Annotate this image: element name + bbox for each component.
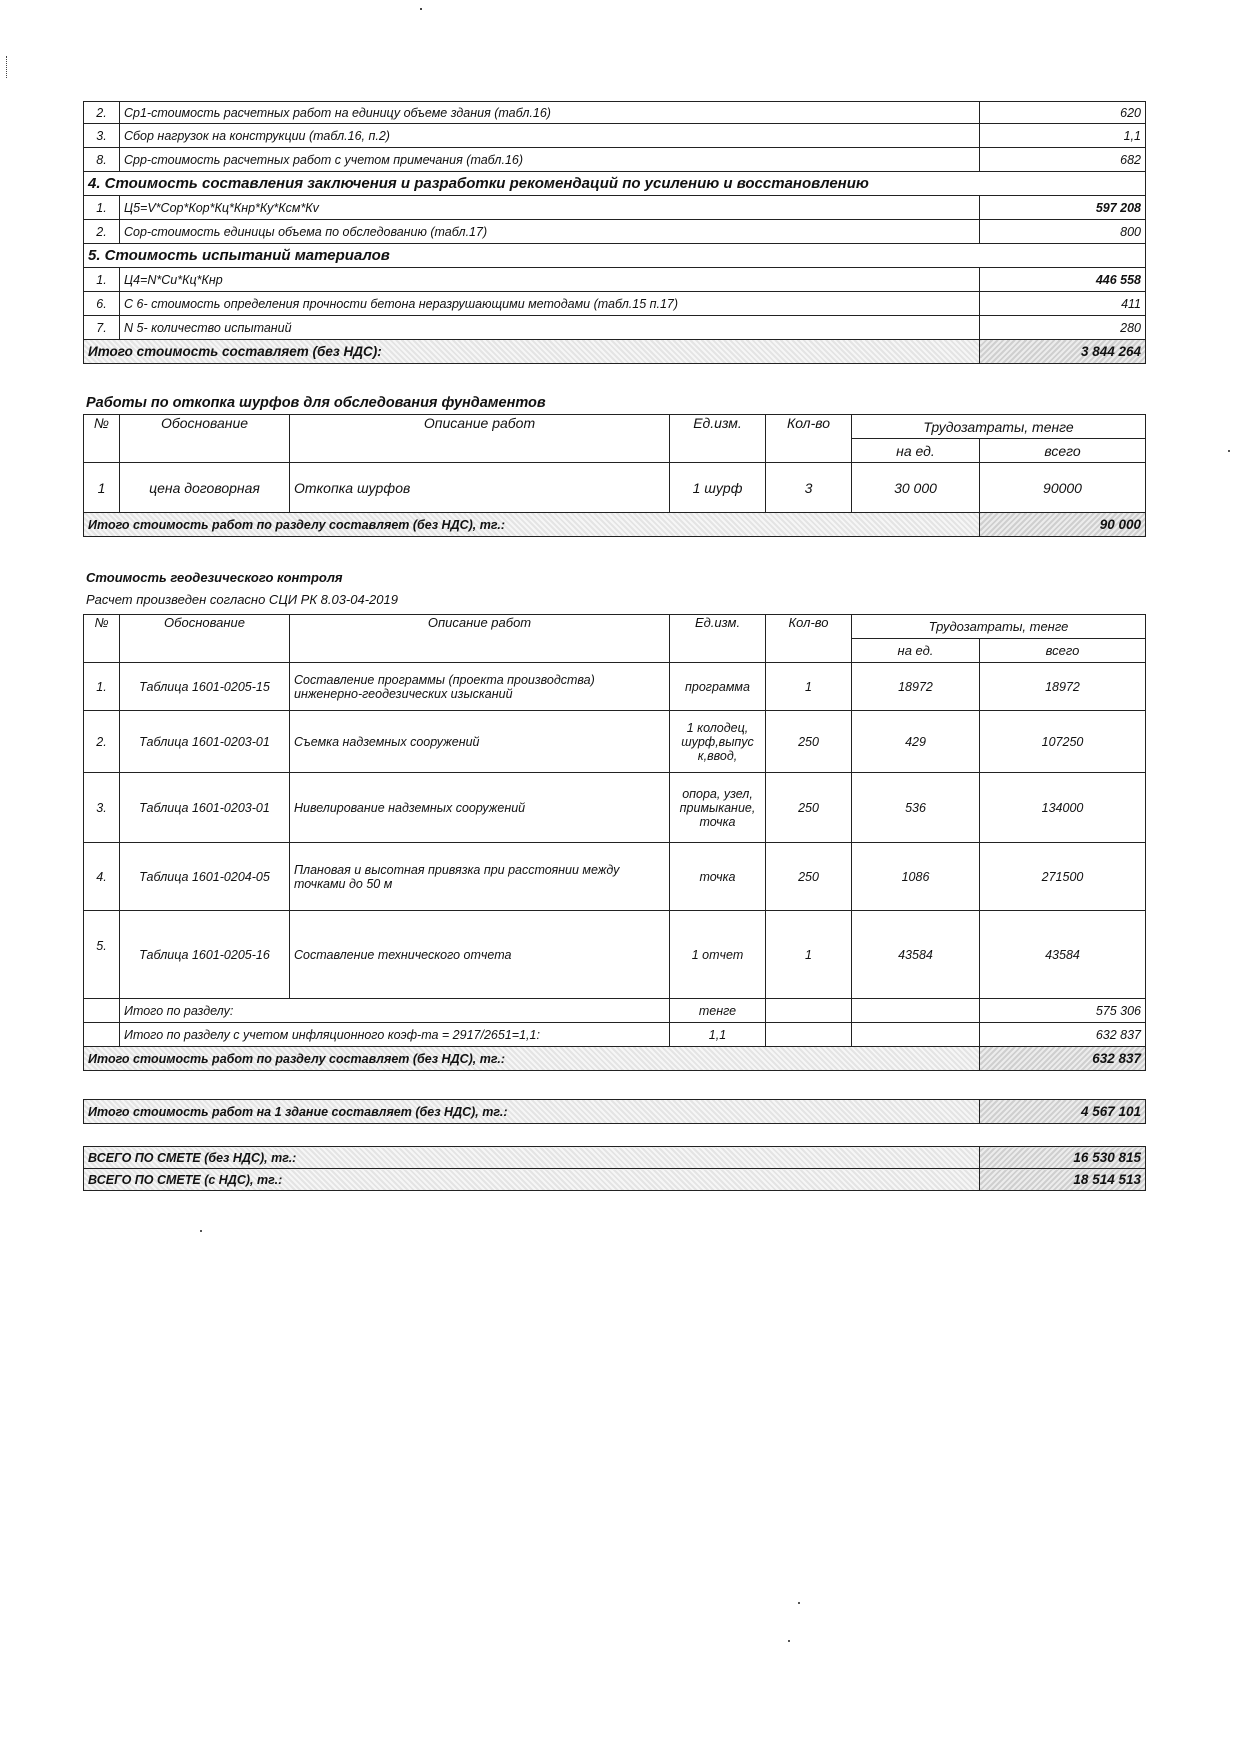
cell-quantity: 250: [766, 843, 852, 911]
col-header-no: №: [84, 615, 120, 663]
building-total-label: Итого стоимость работ на 1 здание составляет (без НДС), тг.:: [84, 1100, 980, 1124]
table-row: [84, 463, 1146, 513]
geo-table: [83, 614, 1146, 1071]
cell-unit: точка: [670, 843, 766, 911]
col-header-total: всего: [980, 439, 1146, 463]
row-description: Ц4=N*Си*Кц*Кнр: [120, 268, 980, 292]
total-row: [84, 513, 1146, 537]
cell-unit: 1 шурф: [670, 463, 766, 513]
row-number: 3.: [84, 124, 120, 148]
section-5-heading: 5. Стоимость испытаний материалов: [84, 244, 1146, 268]
subtotal-unit: тенге: [670, 999, 766, 1023]
cell-no: 2.: [84, 711, 120, 773]
scan-speck: [788, 1640, 790, 1642]
total-label: Итого стоимость составляет (без НДС):: [84, 340, 980, 364]
row-number: 8.: [84, 148, 120, 172]
col-header-unit: Ед.изм.: [670, 415, 766, 463]
table-row: [84, 196, 1146, 220]
col-header-basis: Обоснование: [120, 615, 290, 663]
cell-basis: Таблица 1601-0204-05: [120, 843, 290, 911]
cell-total: 134000: [980, 773, 1146, 843]
cell-per-unit: 18972: [852, 663, 980, 711]
cell-quantity: 1: [766, 911, 852, 999]
col-header-per-unit: на ед.: [852, 639, 980, 663]
table-row: [84, 268, 1146, 292]
total-label: Итого стоимость работ по разделу составляет (без НДС), тг.:: [84, 1047, 980, 1071]
cell-description: Съемка надземных сооружений: [290, 711, 670, 773]
scan-speck: [420, 8, 422, 10]
cell-per-unit: 43584: [852, 911, 980, 999]
cell-no: 4.: [84, 843, 120, 911]
table-row: [84, 220, 1146, 244]
total-label: Итого стоимость работ по разделу составляет (без НДС), тг.:: [84, 513, 980, 537]
cell-description: Составление программы (проекта производства) инженерно-геодезических изысканий: [290, 663, 670, 711]
col-header-description: Описание работ: [290, 615, 670, 663]
row-number: 1.: [84, 196, 120, 220]
row-value: 800: [980, 220, 1146, 244]
cell-unit: опора, узел, примыкание, точка: [670, 773, 766, 843]
cell-per-unit: 30 000: [852, 463, 980, 513]
total-value: 90 000: [980, 513, 1146, 537]
scan-speck: [200, 1230, 202, 1232]
cell-basis: цена договорная: [120, 463, 290, 513]
calculation-table: [83, 101, 1146, 364]
grand-total-vat-label: ВСЕГО ПО СМЕТЕ (с НДС), тг.:: [84, 1169, 980, 1191]
total-value: 632 837: [980, 1047, 1146, 1071]
cell-total: 271500: [980, 843, 1146, 911]
cell-basis: Таблица 1601-0205-15: [120, 663, 290, 711]
row-value: 682: [980, 148, 1146, 172]
col-header-total: всего: [980, 639, 1146, 663]
table-row: [84, 148, 1146, 172]
cell-description: Плановая и высотная привязка при расстоянии между точками до 50 м: [290, 843, 670, 911]
cell-unit: 1 отчет: [670, 911, 766, 999]
cell-quantity: 250: [766, 711, 852, 773]
table-row: [84, 843, 1146, 911]
total-row: [84, 340, 1146, 364]
section-4-heading: 4. Стоимость составления заключения и разработки рекомендаций по усилению и восстановлению: [84, 172, 1146, 196]
grand-total-table: [83, 1146, 1146, 1191]
row-value: 446 558: [980, 268, 1146, 292]
table-row: [84, 711, 1146, 773]
row-number: 1.: [84, 268, 120, 292]
cell-unit: 1 колодец, шурф,выпус к,ввод,: [670, 711, 766, 773]
building-total-value: 4 567 101: [980, 1100, 1146, 1124]
row-number: 6.: [84, 292, 120, 316]
row-value: 597 208: [980, 196, 1146, 220]
cell-per-unit: 1086: [852, 843, 980, 911]
row-description: С 6- стоимость определения прочности бетона неразрушающими методами (табл.15 п.17): [120, 292, 980, 316]
row-number: 7.: [84, 316, 120, 340]
col-header-basis: Обоснование: [120, 415, 290, 463]
inflation-coef: 1,1: [670, 1023, 766, 1047]
row-description: Ц5=V*Сор*Кор*Кц*Кнр*Ку*Ксм*Кv: [120, 196, 980, 220]
table-row: [84, 124, 1146, 148]
row-description: Срр-стоимость расчетных работ с учетом примечания (табл.16): [120, 148, 980, 172]
row-description: Сор-стоимость единицы объема по обследованию (табл.17): [120, 220, 980, 244]
cell-basis: Таблица 1601-0203-01: [120, 773, 290, 843]
header-row: [84, 415, 1146, 439]
subtotal-label: Итого по разделу:: [120, 999, 670, 1023]
scan-speck: [6, 56, 8, 78]
inflation-row: [84, 1023, 1146, 1047]
table-row: [84, 663, 1146, 711]
row-value: 411: [980, 292, 1146, 316]
row-number: 2.: [84, 102, 120, 124]
col-header-labor: Трудозатраты, тенге: [852, 415, 1146, 439]
cell-quantity: 3: [766, 463, 852, 513]
cell-total: 107250: [980, 711, 1146, 773]
cell-per-unit: 536: [852, 773, 980, 843]
inflation-value: 632 837: [980, 1023, 1146, 1047]
col-header-quantity: Кол-во: [766, 415, 852, 463]
row-value: 1,1: [980, 124, 1146, 148]
cell-no: 1: [84, 463, 120, 513]
grand-total-vat-value: 18 514 513: [980, 1169, 1146, 1191]
building-total-table: [83, 1099, 1146, 1124]
cell-no: 5.: [84, 911, 120, 999]
grand-total-label: ВСЕГО ПО СМЕТЕ (без НДС), тг.:: [84, 1147, 980, 1169]
table-row: [84, 102, 1146, 124]
col-header-description: Описание работ: [290, 415, 670, 463]
cell-total: 43584: [980, 911, 1146, 999]
col-header-no: №: [84, 415, 120, 463]
row-description: N 5- количество испытаний: [120, 316, 980, 340]
subtotal-row: [84, 999, 1146, 1023]
table-row: [84, 911, 1146, 999]
subtotal-value: 575 306: [980, 999, 1146, 1023]
scan-speck: [798, 1602, 800, 1604]
cell-description: Нивелирование надземных сооружений: [290, 773, 670, 843]
cell-description: Откопка шурфов: [290, 463, 670, 513]
cell-no: 1.: [84, 663, 120, 711]
grand-total-value: 16 530 815: [980, 1147, 1146, 1169]
total-row: [84, 1047, 1146, 1071]
cell-quantity: 1: [766, 663, 852, 711]
total-row: [84, 1100, 1146, 1124]
cell-total: 90000: [980, 463, 1146, 513]
cell-basis: Таблица 1601-0203-01: [120, 711, 290, 773]
cell-description: Составление технического отчета: [290, 911, 670, 999]
cell-total: 18972: [980, 663, 1146, 711]
cell-no: 3.: [84, 773, 120, 843]
row-value: 620: [980, 102, 1146, 124]
total-row: [84, 1169, 1146, 1191]
table-row: [84, 292, 1146, 316]
cell-basis: Таблица 1601-0205-16: [120, 911, 290, 999]
shurf-section-title: Работы по откопка шурфов для обследования фундаментов: [86, 395, 546, 411]
cell-unit: программа: [670, 663, 766, 711]
row-description: Сбор нагрузок на конструкции (табл.16, п.2): [120, 124, 980, 148]
table-row: [84, 773, 1146, 843]
col-header-unit: Ед.изм.: [670, 615, 766, 663]
section-heading-row: [84, 244, 1146, 268]
geo-section-title: Стоимость геодезического контроля: [86, 570, 343, 585]
col-header-labor: Трудозатраты, тенге: [852, 615, 1146, 639]
col-header-quantity: Кол-во: [766, 615, 852, 663]
geo-section-subtitle: Расчет произведен согласно СЦИ РК 8.03-04-2019: [86, 592, 398, 607]
row-number: 2.: [84, 220, 120, 244]
total-row: [84, 1147, 1146, 1169]
col-header-per-unit: на ед.: [852, 439, 980, 463]
row-value: 280: [980, 316, 1146, 340]
header-row: [84, 615, 1146, 639]
section-heading-row: [84, 172, 1146, 196]
cell-per-unit: 429: [852, 711, 980, 773]
inflation-label: Итого по разделу с учетом инфляционного коэф-та = 2917/2651=1,1:: [120, 1023, 670, 1047]
total-value: 3 844 264: [980, 340, 1146, 364]
scan-speck: [1228, 450, 1230, 452]
row-description: Ср1-стоимость расчетных работ на единицу объеме здания (табл.16): [120, 102, 980, 124]
cell-quantity: 250: [766, 773, 852, 843]
shurf-table: [83, 414, 1146, 537]
table-row: [84, 316, 1146, 340]
